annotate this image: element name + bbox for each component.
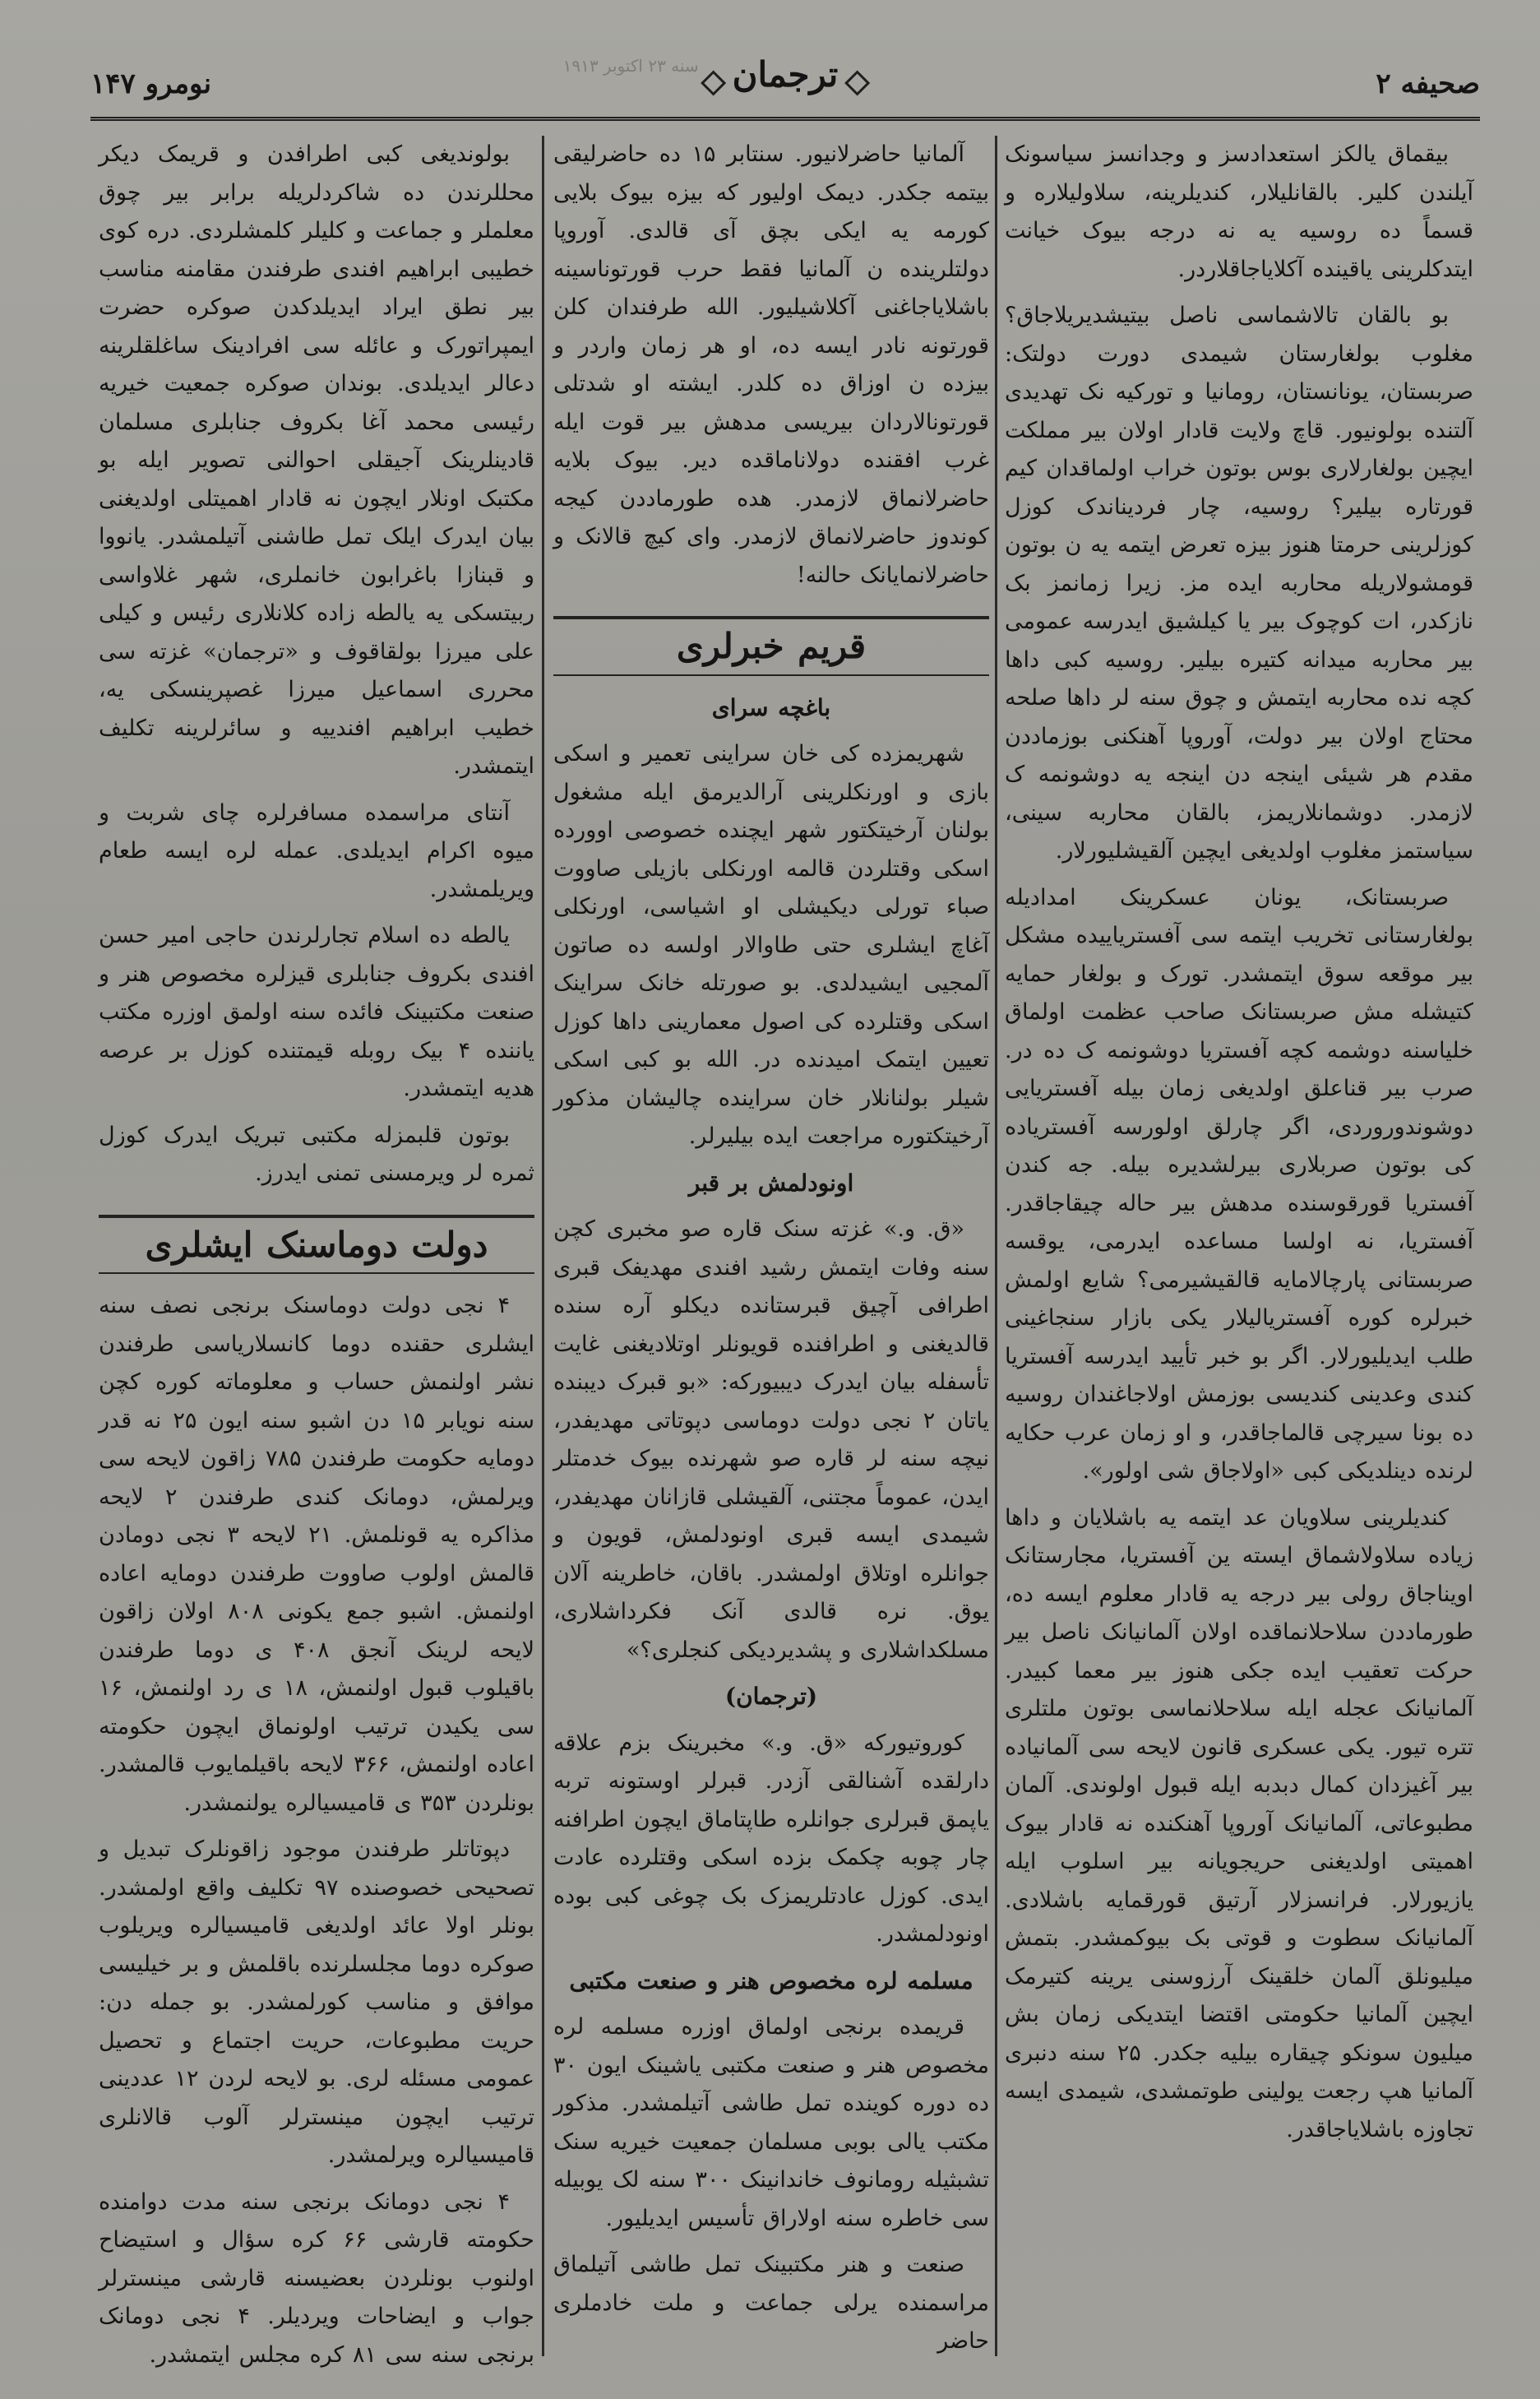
paragraph: آنتای مراسمده مسافرلره چای شربت و میوه اکرام ایدیلدی. عمله لره ایسه طعام ویریلمشدر. [99,799,534,902]
paragraph: قریمده برنجی اولماق اوزره مسلمه لره مخصوص هنر و صنعت مکتبی یاشینک ایون ۳۰ ده دوره کوینده تمل طاشی آتیلمشدر. مذکور مکتب یالی بوبی مسلمان جمعیت خیریه سنک تشبثیله رومانوف خاندانینک ۳۰۰ سنه لک یوبیله سی خاطره سنه اولاراق تأسیس ایدیلیور. [553,2014,989,2231]
paragraph: کندیلرینی سلاویان عد ایتمه یه باشلایان و داها زیاده سلاولاشماق ایسته ین آفستریا، مجارستانک اویناجاق رولی بیر درجه یه قادار معلوم ایسه ده، طورماددن سلاحلانماقده اولان آلمانیانک ناصل بیر حرکت تعقیب ایده جکی هنوز بیر معما کبیدر. آلمانیانک عجله ایله سلاحلانماسی بوتون ملتلری تتره تیور. یکی عسکری قانون لایحه سی آلمانیاده بیر آغیزدان کمال دبدبه ایله قبول اولوندی. آلمان مطبوعاتی، آلمانیانک آوروپا آهنکنده نه قادار بیوک اهمیتی اولدیغنی حریجویانه بیر اسلوب ایله یازیورلار. فرانسزلار آرتیق قورقمایه باشلادی. آلمانیانک سطوت و قوتی بک بیوکمشدر. بتمش میلیونلق آلمان خلقینک آرزوسنی یرینه کتیرمک ایچین آلمانیا حکومتی اقتضا ایتدیکی زمان بش میلیون سونکو چیقاره بیلیه جکدر. ۲۵ سنه دنبری آلمانیا هپ رجعت یولینی طوتمشدی، شیمدی ایسه تجاوزه باشلایاجاقدر. [1005,1504,1473,2142]
subheading-bakhchisaray: باغچه سرای [711,693,831,721]
paragraph: صربستانک، یونان عسکرینک امدادیله بولغارستانی تخریب ایتمه سی آفستریاییده مشکل بیر موقعه سوق ایتمشدر. تورک و بولغار حمایه کتیشله مش صربستانک صاحب عظمت اولماق خلیاسنه دوشمه کچه آفستریا دوشونمه ک ده در. صرب بیر قناعلق اولدیغی زمان بیله آفستریایی دوشوندوروردی، اگر چارلق اولورسه آفستریاده کی بوتون صربلاری بیرلشدیره بیله. جه کندن آفستریا قورقوسنده مدهش بیر حاله چیقاجاقدر. آفستریا، نه اولسا مساعده ایدرمی، یوقسه صربستانی پارچالامایه قالقیشیرمی؟ شایع اولمش خبرلره کوره آفستریالیلار یکی بازار سنجاغینی طلب ایدیلیورلار. اگر بو خبر تأیید ایدرسه آفستریا کندی وعدینی کندیسی بوزمش اولاجاغندان روسیه ده بونا سیرچی قالماجاقدر، و او زمان عرب حکایه لرنده دینلدیکی کبی «اولاجاق شی اولور». [1005,884,1473,1484]
paragraph: بولوندیغی کبی اطرافدن و قریمک دیکر محللرندن ده شاکردلریله برابر بیر چوق معلملر و جماعت و کلیلر کلمشلردی. دره کوی خطیبی ابراهیم افندی طرفندن مقامنه مناسب بیر نطق ایراد ایدیلدکدن صوکره حضرت ایمپراتورک و عائله سی افرادینک ساغلقلرینه دعالر ایدیلدی. بوندان صوکره جمعیت خیریه رئیسی محمد آغا بکروف جنابلری مسلمان قادینلرینک آجیقلی احوالنی تصویر ایله بو مکتبک اونلار ایچون نه قادار اهمیتلی اولدیغنی بیان ایدرک ایلک تمل طاشنی آتیلمشدر. یانووا و قبنازا باغرابون خانملری، شهر غلاواسی ربیتسکی یه یالطه زاده کلانلاری رئیس و کیلی علی میرزا بولقاقوف و «ترجمان» غزته سی محرری اسماعیل میرزا غصپرینسکی یه، خطیب ابراهیم افندییه و سائرلرینه تکلیف ایتمشدر. [99,141,534,779]
section-heading-duma-affairs: دولت دوماسنک ایشلری [99,1215,534,1275]
header-date: ۱۹۱۳ سنه ۲۳ اکتوبر [562,56,699,76]
column-right [1005,136,1473,2157]
paragraph: بیقماق یالکز استعدادسز و وجدانسز سیاسونک آیلندن کلیر. بالقانلیلار، کندیلرینه، سلاولیلاره و قسماً ده روسیه یه نه درجه بیوک خیانت ایتدکلرینی یاقینده آکلایاجاقلاردر. [1005,141,1473,282]
column-left [99,136,534,2383]
paragraph: ۴ نجی دومانک برنجی سنه مدت دوامنده حکومته قارشی ۶۶ کره سؤال و استیضاح اولنوب بونلردن بعضیسنه قارشی مینسترلر جواب و ایضاحات ویردیلر. ۴ نجی دومانک برنجی سنه سی ۸۱ کره مجلس ایتمشدر. [99,2188,535,2368]
paragraph: یالطه ده اسلام تجارلرندن حاجی امیر حسن افندی بکروف جنابلری قیزلره مخصوص هنر و صنعت مکتبینک فائده سنه اولمق اوزره مکتب یاننده ۴ بیک روبله قیمتنده کوزل بر عرصه هدیه ایتمشدر. [99,923,534,1101]
issue-number: نومرو ۱۴۷ [90,67,212,100]
paragraph: بوتون قلبمزله مکتبی تبریک ایدرک کوزل ثمره لر ویرمسنی تمنی ایدرز. [99,1122,534,1186]
subheading-forgotten-grave: اونودلمش بر قبر [688,1169,854,1197]
paragraph: آلمانیا حاضرلانیور. سنتابر ۱۵ ده حاضرلیقی بیتمه جکدر. دیمک اولیور که بیزه بیوک بلایی کورمه یه ایکی بچق آی قالدی. آوروپا دولتلرینده ن آلمانیا فقط حرب قورتوناسینه باشلایاجاغنی آکلاشیلیور. الله طرفندان کلن قورتونه نادر ایسه ده، او هر زمان واردر و بیزده ن اوزاق ده کلدر. ایشته او شدتلی قورتونالاردان بیریسی مدهش بیر قوت ایله غرب افقنده دولاناماقده دیر. بیوک بلایه حاضرلانماق لازمدر. هده طورماددن کیجه کوندوز حاضرلانماق لازمدر. وای کیچ قالانک و حاضرلانمایانک حالنه! [553,141,989,588]
paragraph: ۴ نجی دولت دوماسنک برنجی نصف سنه ایشلری حقنده دوما کانسلاریاسی طرفندن نشر اولنمش حساب و معلوماته کوره کچن سنه نویابر ۱۵ دن اشبو سنه ایون ۲۵ نه قدر دومایه حکومت طرفندن ۷۸۵ زاقون لایحه سی ویرلمش، دومانک کندی طرفندن ۲ لایحه مذاکره یه قونلمش. ۲۱ لایحه ۳ نجی دومادن قالمش اولوب صاووت طرفندن دومایه اعاده اولنمش. اشبو جمع یکونی ۸۰۸ اولان زاقون لایحه لرینک آنجق ۴۰۸ ی دوما طرفندن باقیلوب قبول اولنمش، ۱۸ ی رد اولنمش، ۱۶ سی یکیدن ترتیب اولونماق ایچون حکومته اعاده اولنمش، ۳۶۶ لایحه باقیلمایوب قالمشدر. بونلردن ۳۵۳ ی قامیسیالره یولنمشدر. [99,1293,535,1816]
subheading-womens-school: مسلمه لره مخصوص هنر و صنعت مکتبی [569,1966,973,1994]
column-middle [553,136,989,2369]
paragraph: صنعت و هنر مکتبینک تمل طاشی آتیلماق مراسمنده یرلی جماعت و ملت خادملری حاضر [553,2252,989,2354]
newspaper-title: ترجمان [705,54,867,95]
page-header [90,51,1480,121]
paragraph: «ق. و.» غزته سنک قاره صو مخبری کچن سنه وفات ایتمش رشید افندی مهدیفک قبری اطرافی آچیق قبرستانده دیکلو آره سنده قالدیغنی و اطرافنده قویونلر اوتلادیغنی غایت تأسفله بیان ایدرک دیبیورکه: «بو قبرک دیبنده یاتان ۲ نجی دولت دوماسی دپوتاتی مهدیفدر، نیچه سنه لر قاره صو شهرنده بیوک خدمتلر ایدن، عموماً مجتنی، آلقیشلی قازانان مهدیفدر، شیمدی ایسه قبری اونودلمش، قویون و جوانلره اوتلاق اولمشدر. باقان، خاطرینه آلان یوق. نره قالدی آنک فکرداشلاری، مسلکداشلاری و پشدیردیکی کنجلری؟» [553,1216,989,1663]
paragraph: شهریمزده کی خان سراینی تعمیر و اسکی بازی و اورنکلرینی آرالدیرمق ایله مشغول بولنان آرخیتکتور شهر ایچنده خصوصی اوورده اسکی وقتلردن قالمه اورنکلی بازیلی صاووت صباء تورلی دیکیشلی او اشیاسی، اورنکلی آغاچ ایشلری حتی طاوالار اولسه ده صاتون آلمجیی ایشیدلدی. بو صورتله خانک سراینک اسکی وقتلرده کی اصول معمارینی داها کوزل تعیین ایتمک امیدنده در. الله بو کبی اسکی شیلر بولنانلار خان سراینده چالیشان مذکور آرخیتکتوره مراجعت ایده بیلیرلر. [553,741,989,1149]
source-note: (ترجمان) [724,1683,818,1710]
column-rule [542,136,544,2356]
paragraph: دپوتاتلر طرفندن موجود زاقونلرک تبدیل و تصحیحی خصوصنده ۹۷ تکلیف واقع اولمشدر. بونلر اولا عائد اولدیغی قامیسیالره ویریلوب صوکره دوما مجلسلرنده باقلمش و بر خیلیسی موافق و مناسب کورلمشدر. بو جمله دن: حریت مطبوعات، حریت اجتماع و تحصیل عمومی مسئله لری. بو لایحه لردن ۱۲ عددینی ترتیب ایچون مینسترلر آلوب قالانلری قامیسیالره ویرلمشدر. [99,1836,534,2168]
column-rule [995,136,997,2356]
page-number: صحیفه ۲ [1376,67,1480,100]
paragraph: بو بالقان تالاشماسی ناصل بیتیشدیریلاجاق؟ مغلوب بولغارستان شیمدی دورت دولتک: صربستان، یونانستان، رومانیا و تورکیه نک تهدیدی آلتنده بولونیور. قاچ ولایت قادار اولان بیر مملکت ایچین بولغارلاری بوس بوتون خراب اولماقدان کیم قورتاره بیلیر؟ روسیه، چار فردیناندک کوزل کوزلرینی حرمتا هنوز بیزه تعرض ایتمه یه ن بوتون قومشولاریله محاربه ایده مز. زیرا زمانمز بک نازکدر، ات کوچوک بیر یا کیلشیق ایدرسه عمومی بیر محاربه میدانه کتیره بیلیر. روسیه کبی داها کچه نده محاربه ایتمش و چوق سنه لر داها صلحه محتاج اولان بیر دولت، آوروپا آهنکنی بوزماددن مقدم هر شیئی اینجه دن اینجه یه دوشونمه ک لازمدر. دوشمانلاریمز، بالقان محاربه سینی، سیاستمز مغلوب اولدیغی ایچین آلقیشلیورلار. [1005,303,1473,864]
section-heading-crimea-news: قریم خبرلری [553,616,989,676]
paragraph: کوروتیورکه «ق. و.» مخبرینک بزم علاقه دارلقده آشنالقی آزدر. قبرلر اوستونه تربه یاپمق قبرلری جوانلره طاپتاماق ایچون اطرافنه چار چوبه چکمک بزده اسکی وقتلرده عادت ایدی. کوزل عادتلریمزک بک چوغی کبی بوده اونودلمشدر. [553,1730,989,1947]
